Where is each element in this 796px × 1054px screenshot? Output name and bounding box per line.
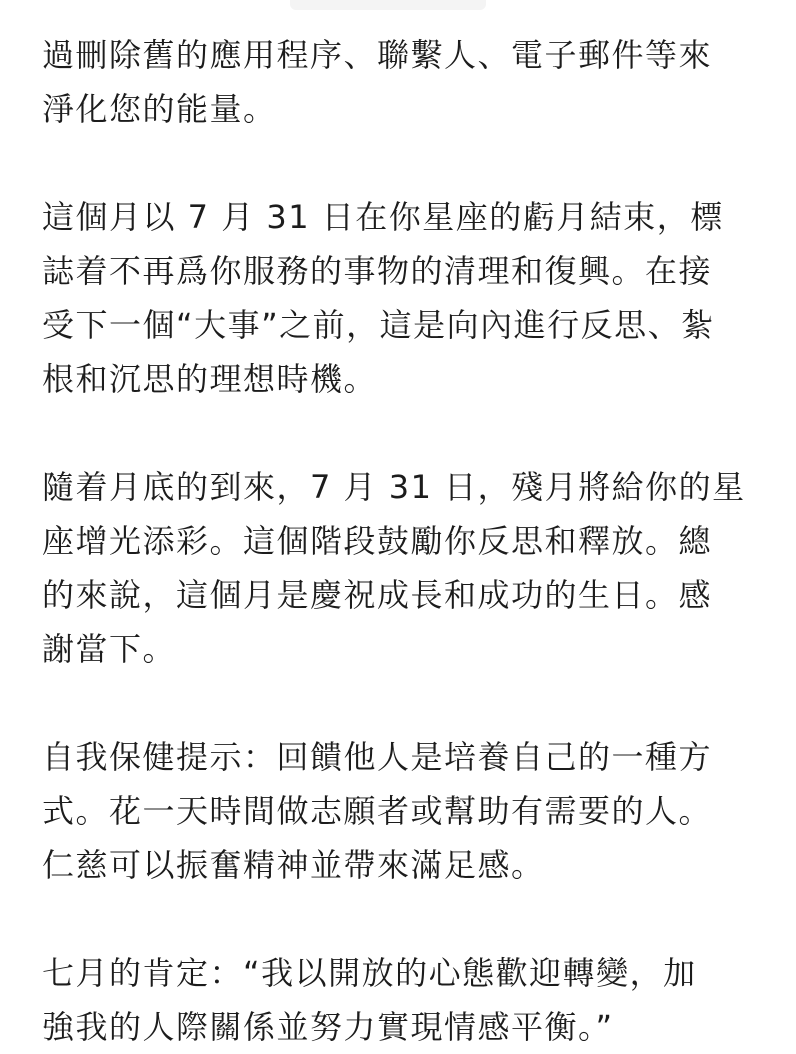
paragraph-cleanse xyxy=(42,28,762,136)
paragraph-affirmation xyxy=(42,946,762,1054)
paragraph-waning-moon xyxy=(42,190,762,406)
text-line: 七月的肯定：“我以開放的心態歡迎轉變，加 xyxy=(42,954,697,992)
text-line: 這個月以 7 月 31 日在你星座的虧月結束，標 xyxy=(42,198,724,236)
text-line: 謝當下。 xyxy=(42,630,177,668)
text-line: 過刪除舊的應用程序、聯繫人、電子郵件等來 xyxy=(42,36,713,74)
text-line: 受下一個“大事”之前，這是向內進行反思、紮 xyxy=(42,306,715,344)
text-line: 的來說，這個月是慶祝成長和成功的生日。感 xyxy=(42,576,713,614)
text-line: 強我的人際關係並努力實現情感平衡。” xyxy=(42,1008,614,1046)
text-line: 根和沉思的理想時機。 xyxy=(42,360,378,398)
text-line: 隨着月底的到來，7 月 31 日，殘月將給你的星 xyxy=(42,468,746,506)
paragraph-month-end xyxy=(42,460,762,676)
text-line: 誌着不再爲你服務的事物的清理和復興。在接 xyxy=(42,252,713,290)
text-line: 淨化您的能量。 xyxy=(42,90,277,128)
text-line: 自我保健提示：回饋他人是培養自己的一種方 xyxy=(42,738,713,776)
text-line: 式。花一天時間做志願者或幫助有需要的人。 xyxy=(42,792,713,830)
article-body xyxy=(42,28,762,1054)
text-line: 座增光添彩。這個階段鼓勵你反思和釋放。總 xyxy=(42,522,713,560)
top-scroll-indicator xyxy=(290,0,486,10)
text-line: 仁慈可以振奮精神並帶來滿足感。 xyxy=(42,846,545,884)
paragraph-self-care-tip xyxy=(42,730,762,892)
